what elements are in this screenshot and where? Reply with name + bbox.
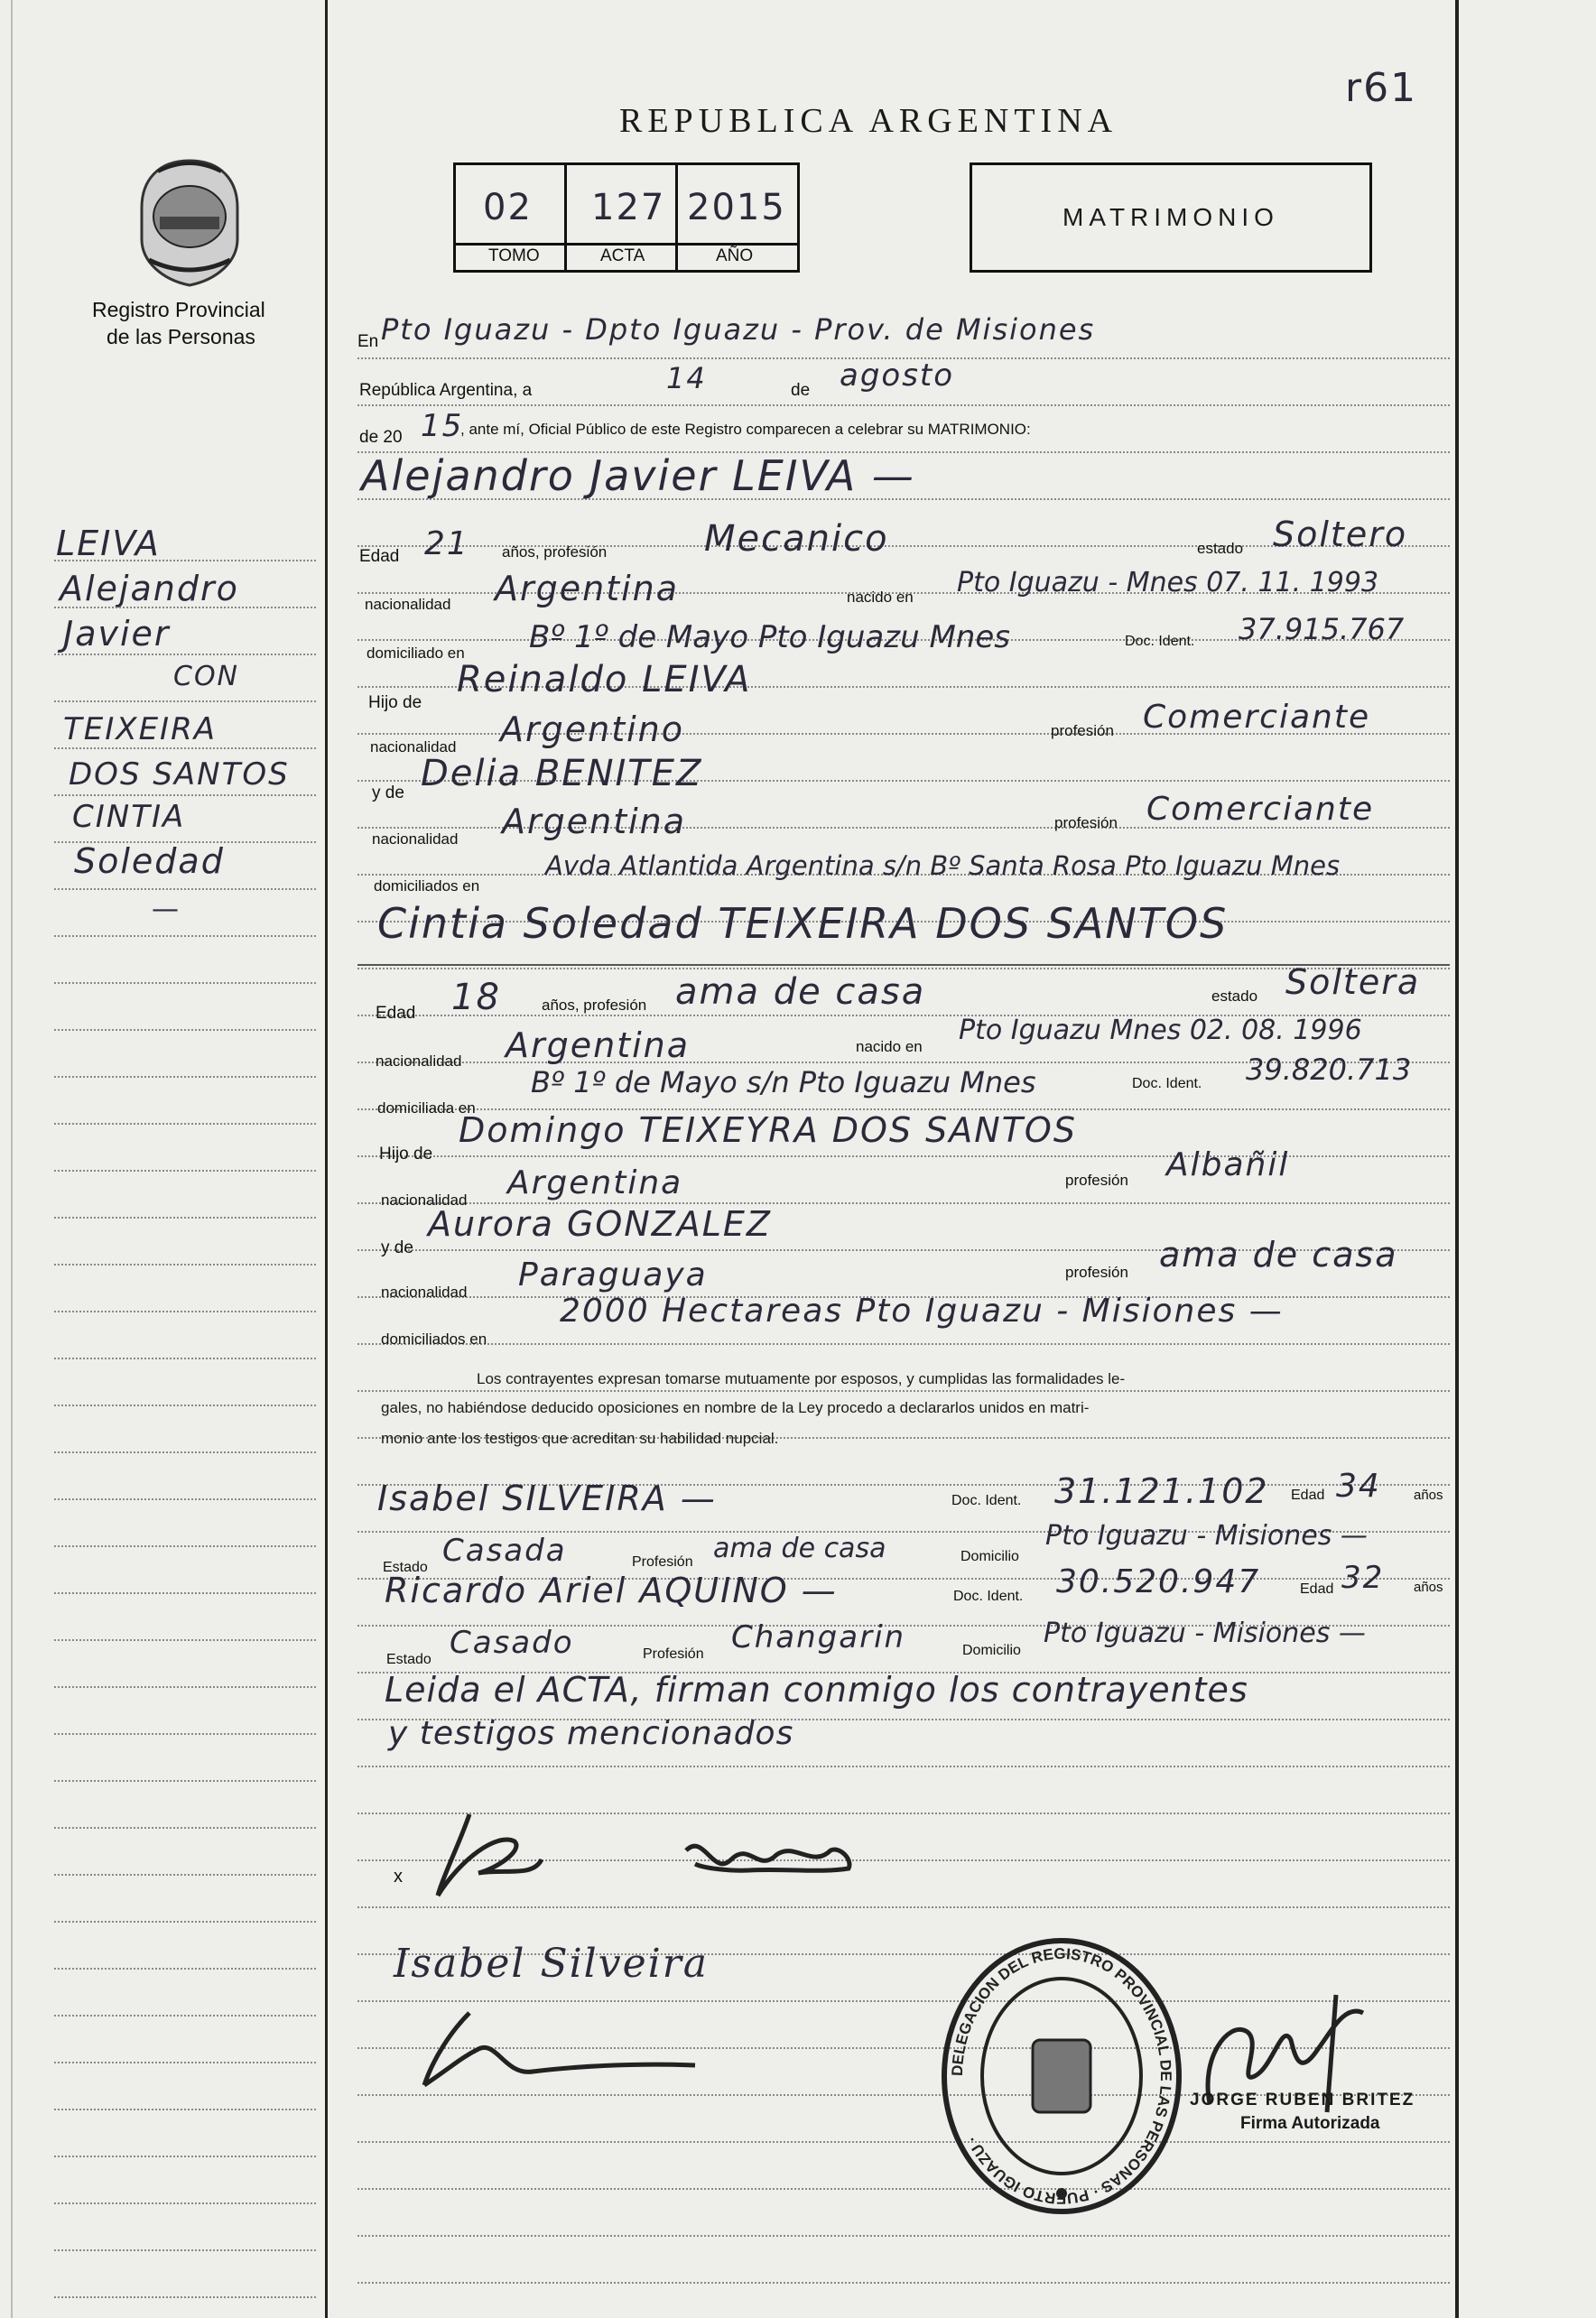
margin-ruled-line [54, 794, 316, 796]
bride-padre-nac: Argentina [507, 1164, 683, 1201]
groom-anos-label: años, profesión [502, 543, 608, 561]
groom-padres-dom: Avda Atlantida Argentina s/n Bº Santa Rosa Pto Iguazu Mnes [545, 850, 1341, 881]
bride-nacido: Pto Iguazu Mnes 02. 08. 1996 [959, 1015, 1362, 1046]
margin-ruled-line [54, 1921, 316, 1923]
ruled-line [357, 2141, 1450, 2143]
day-value: 14 [666, 361, 707, 395]
margin-note-line: Javier [63, 614, 171, 654]
tomo-label: TOMO [488, 246, 540, 265]
margin-ruled-line [54, 1170, 316, 1172]
bride-estado-label: estado [1211, 987, 1258, 1005]
margin-ruled-line [54, 2249, 316, 2251]
margin-ruled-line [54, 935, 316, 937]
groom-domiciliados-label: domiciliados en [374, 877, 480, 895]
margin-ruled-line [54, 1123, 316, 1125]
margin-note-line: CINTIA [72, 799, 186, 835]
acta-label: ACTA [600, 246, 645, 265]
witness1-estado: Casada [442, 1533, 567, 1569]
stamp-ring-text: DELEGACION DEL REGISTRO PROVINCIAL DE LAS PERSONAS · PUERTO IGUAZU · [948, 1944, 1175, 2208]
witness2-estado-label: Estado [386, 1652, 431, 1667]
margin-ruled-line [54, 1264, 316, 1266]
page-number: r61 [1345, 65, 1418, 111]
margin-ruled-line [54, 2156, 316, 2157]
witness1-estado-label: Estado [383, 1560, 428, 1575]
margin-ruled-line [54, 1217, 316, 1219]
margin-ruled-line [54, 2202, 316, 2204]
groom-doc: 37.915.767 [1239, 612, 1405, 646]
signature-x-mark: x [394, 1867, 403, 1887]
bride-estado: Soltera [1285, 962, 1421, 1002]
en-label: En [357, 332, 379, 351]
margin-note-line: Alejandro [60, 569, 239, 608]
witness2-dom-label: Domicilio [962, 1643, 1021, 1658]
witness2-doc-label: Doc. Ident. [953, 1589, 1024, 1604]
official-title: Firma Autorizada [1240, 2114, 1380, 2133]
margin-ruled-line [54, 1076, 316, 1078]
witness2-prof-label: Profesión [643, 1646, 704, 1662]
margin-ruled-line [54, 700, 316, 702]
margin-ruled-line [54, 1780, 316, 1782]
groom-nacido-label: nacido en [847, 589, 914, 606]
bride-hijo-label: Hijo de [379, 1145, 433, 1164]
groom-domiciliado-label: domiciliado en [367, 644, 465, 662]
witness2-doc: 30.520.947 [1056, 1563, 1261, 1600]
anio-value: 2015 [687, 187, 786, 228]
margin-ruled-line [54, 1545, 316, 1547]
witness1-dom-label: Domicilio [960, 1549, 1019, 1564]
witness2-edad: 32 [1341, 1560, 1385, 1596]
groom-padre-prof: Comerciante [1143, 699, 1371, 736]
country-title: REPUBLICA ARGENTINA [619, 102, 1118, 140]
margin-note-line: DOS SANTOS [69, 756, 290, 793]
margin-ruled-line [54, 1827, 316, 1829]
groom-name: Alejandro Javier LEIVA — [361, 451, 915, 500]
groom-nacido: Pto Iguazu - Mnes 07. 11. 1993 [957, 567, 1379, 598]
witness2-anos-label: años [1414, 1580, 1443, 1595]
margin-note-line: TEIXEIRA [63, 711, 217, 747]
groom-edad: 21 [424, 525, 469, 562]
margin-ruled-line [54, 2296, 316, 2298]
margin-ruled-line [54, 1358, 316, 1359]
groom-padre-nac-label: nacionalidad [370, 738, 457, 756]
margin-ruled-line [54, 560, 316, 561]
margin-ruled-line [54, 2015, 316, 2017]
groom-padre: Reinaldo LEIVA [457, 659, 752, 700]
bride-yde-label: y de [381, 1238, 413, 1257]
margin-ruled-line [54, 1592, 316, 1594]
bride-padre-nac-label: nacionalidad [381, 1191, 468, 1209]
groom-madre-prof-label: profesión [1054, 814, 1118, 831]
witness1-edad-label: Edad [1291, 1488, 1325, 1503]
bride-nacido-label: nacido en [856, 1038, 923, 1055]
groom-yde-label: y de [372, 783, 404, 802]
declaration-line: Los contrayentes expresan tomarse mutuamente por esposos, y cumplidas las formalidades le- [477, 1370, 1126, 1387]
witness2-name: Ricardo Ariel AQUINO — [385, 1571, 838, 1610]
margin-ruled-line [54, 1405, 316, 1406]
declaration-line: monio ante los testigos que acreditan su habilidad nupcial. [381, 1430, 779, 1447]
witness1-anos-label: años [1414, 1488, 1443, 1503]
margin-note-line: Soledad [74, 841, 225, 881]
witness1-name: Isabel SILVEIRA — [377, 1479, 717, 1518]
registry-name-line2: de las Personas [107, 325, 255, 348]
act-type-box [970, 162, 1372, 273]
witness2-domicilio: Pto Iguazu - Misiones — [1044, 1618, 1366, 1649]
margin-ruled-line [54, 1029, 316, 1031]
groom-nacionalidad-label: nacionalidad [365, 596, 451, 613]
registry-name-line1: Registro Provincial [92, 298, 265, 321]
groom-madre-prof: Comerciante [1146, 791, 1375, 828]
groom-padre-prof-label: profesión [1051, 722, 1114, 739]
bride-edad-label: Edad [376, 1004, 416, 1023]
groom-signature [424, 1805, 551, 1909]
ruled-line [357, 1343, 1450, 1345]
bride-edad: 18 [451, 977, 501, 1018]
ruled-line [357, 1766, 1450, 1767]
groom-madre-nac-label: nacionalidad [372, 830, 459, 848]
margin-ruled-line [54, 1874, 316, 1876]
year-prefix: de 20 [359, 428, 403, 447]
witness1-domicilio: Pto Iguazu - Misiones — [1045, 1520, 1368, 1552]
margin-note-line: LEIVA [56, 524, 161, 563]
margin-ruled-line [54, 654, 316, 655]
bride-name: Cintia Soledad TEIXEIRA DOS SANTOS [377, 899, 1229, 948]
ruled-line [357, 2188, 1450, 2190]
page-left-edge [11, 0, 13, 2318]
bride-signature [677, 1823, 858, 1900]
margin-note-line: CON [173, 661, 240, 692]
bride-padres-dom: 2000 Hectareas Pto Iguazu - Misiones — [560, 1293, 1284, 1330]
acta-value: 127 [591, 187, 666, 228]
closing-line: y testigos mencionados [388, 1715, 794, 1752]
declaration-line: gales, no habiéndose deducido oposiciones en nombre de la Ley procedo a declararlos unidos en matri- [381, 1399, 1090, 1416]
margin-divider [325, 0, 328, 2318]
bride-doc: 39.820.713 [1246, 1052, 1412, 1087]
act-type-label: MATRIMONIO [1062, 203, 1279, 231]
margin-ruled-line [54, 1968, 316, 1970]
margin-ruled-line [54, 2109, 316, 2110]
bride-domicilio: Bº 1º de Mayo s/n Pto Iguazu Mnes [531, 1065, 1036, 1099]
bride-madre: Aurora GONZALEZ [428, 1204, 772, 1244]
groom-nacionalidad: Argentina [495, 569, 680, 608]
margin-ruled-line [54, 982, 316, 984]
anio-label: AÑO [716, 246, 754, 265]
bride-madre-nac: Paraguaya [518, 1256, 708, 1293]
witness-signature-text: Isabel Silveira [394, 1941, 709, 1987]
provincial-seal-logo [131, 153, 248, 289]
margin-ruled-line [54, 1639, 316, 1641]
bride-domiciliados-label: domiciliados en [381, 1331, 487, 1348]
groom-padre-nac: Argentino [500, 709, 684, 749]
margin-ruled-line [54, 841, 316, 843]
margin-ruled-line [54, 888, 316, 890]
bride-profesion: ama de casa [675, 971, 926, 1013]
bride-padre-prof-label: profesión [1065, 1172, 1128, 1189]
intro-tail: , ante mí, Oficial Público de este Registro comparecen a celebrar su MATRIMONIO: [460, 421, 1031, 438]
margin-ruled-line [54, 607, 316, 608]
groom-hijo-label: Hijo de [368, 693, 422, 712]
witness2-edad-label: Edad [1300, 1581, 1334, 1597]
witness1-profesion: ama de casa [713, 1533, 886, 1564]
margin-ruled-line [54, 747, 316, 749]
margin-ruled-line [54, 1311, 316, 1312]
tomo-value: 02 [483, 187, 533, 228]
groom-edad-label: Edad [359, 547, 400, 566]
de-label: de [791, 381, 811, 400]
margin-ruled-line [54, 1498, 316, 1500]
bride-anos-label: años, profesión [542, 997, 647, 1014]
bride-madre-prof-label: profesión [1065, 1264, 1128, 1281]
witness1-doc: 31.121.102 [1054, 1471, 1269, 1511]
witness1-prof-label: Profesión [632, 1554, 693, 1570]
year-suffix: 15 [421, 408, 464, 444]
bride-padre: Domingo TEIXEYRA DOS SANTOS [459, 1110, 1077, 1150]
official-stamp [935, 1932, 1188, 2221]
groom-estado-label: estado [1197, 540, 1244, 557]
groom-domicilio: Bº 1º de Mayo Pto Iguazu Mnes [529, 619, 1010, 655]
closing-line: Leida el ACTA, firman conmigo los contrayentes [385, 1670, 1248, 1710]
bride-madre-prof: ama de casa [1159, 1235, 1398, 1275]
ruled-line [357, 2235, 1450, 2237]
bride-domiciliada-label: domiciliada en [377, 1099, 476, 1117]
witness2-estado: Casado [450, 1625, 574, 1661]
margin-ruled-line [54, 1686, 316, 1688]
groom-madre: Delia BENITEZ [421, 753, 703, 794]
groom-madre-nac: Argentina [502, 802, 687, 841]
bride-doc-label: Doc. Ident. [1132, 1076, 1202, 1091]
margin-ruled-line [54, 1733, 316, 1735]
republica-label: República Argentina, a [359, 381, 533, 400]
groom-doc-label: Doc. Ident. [1125, 634, 1195, 649]
record-number-box [453, 162, 800, 273]
bride-madre-nac-label: nacionalidad [381, 1284, 468, 1301]
ruled-line [357, 2282, 1450, 2284]
witness2-profesion: Changarin [731, 1619, 906, 1655]
witness1-edad: 34 [1336, 1468, 1381, 1505]
groom-profesion: Mecanico [704, 518, 889, 560]
place-value: Pto Iguazu - Dpto Iguazu - Prov. de Misiones [381, 312, 1096, 347]
margin-note-line: — [152, 894, 181, 925]
official-name: JORGE RUBEN BRITEZ [1190, 2091, 1415, 2109]
month-value: agosto [840, 357, 955, 394]
margin-ruled-line [54, 2062, 316, 2063]
bride-nacionalidad: Argentina [506, 1025, 691, 1065]
margin-ruled-line [54, 1451, 316, 1453]
bride-nacionalidad-label: nacionalidad [376, 1052, 462, 1070]
witness1-doc-label: Doc. Ident. [951, 1493, 1022, 1508]
groom-estado: Soltero [1273, 515, 1408, 554]
witness2-signature [397, 1995, 704, 2099]
page-right-edge [1455, 0, 1459, 2318]
bride-padre-prof: Albañil [1166, 1146, 1290, 1183]
ruled-line [357, 404, 1450, 406]
